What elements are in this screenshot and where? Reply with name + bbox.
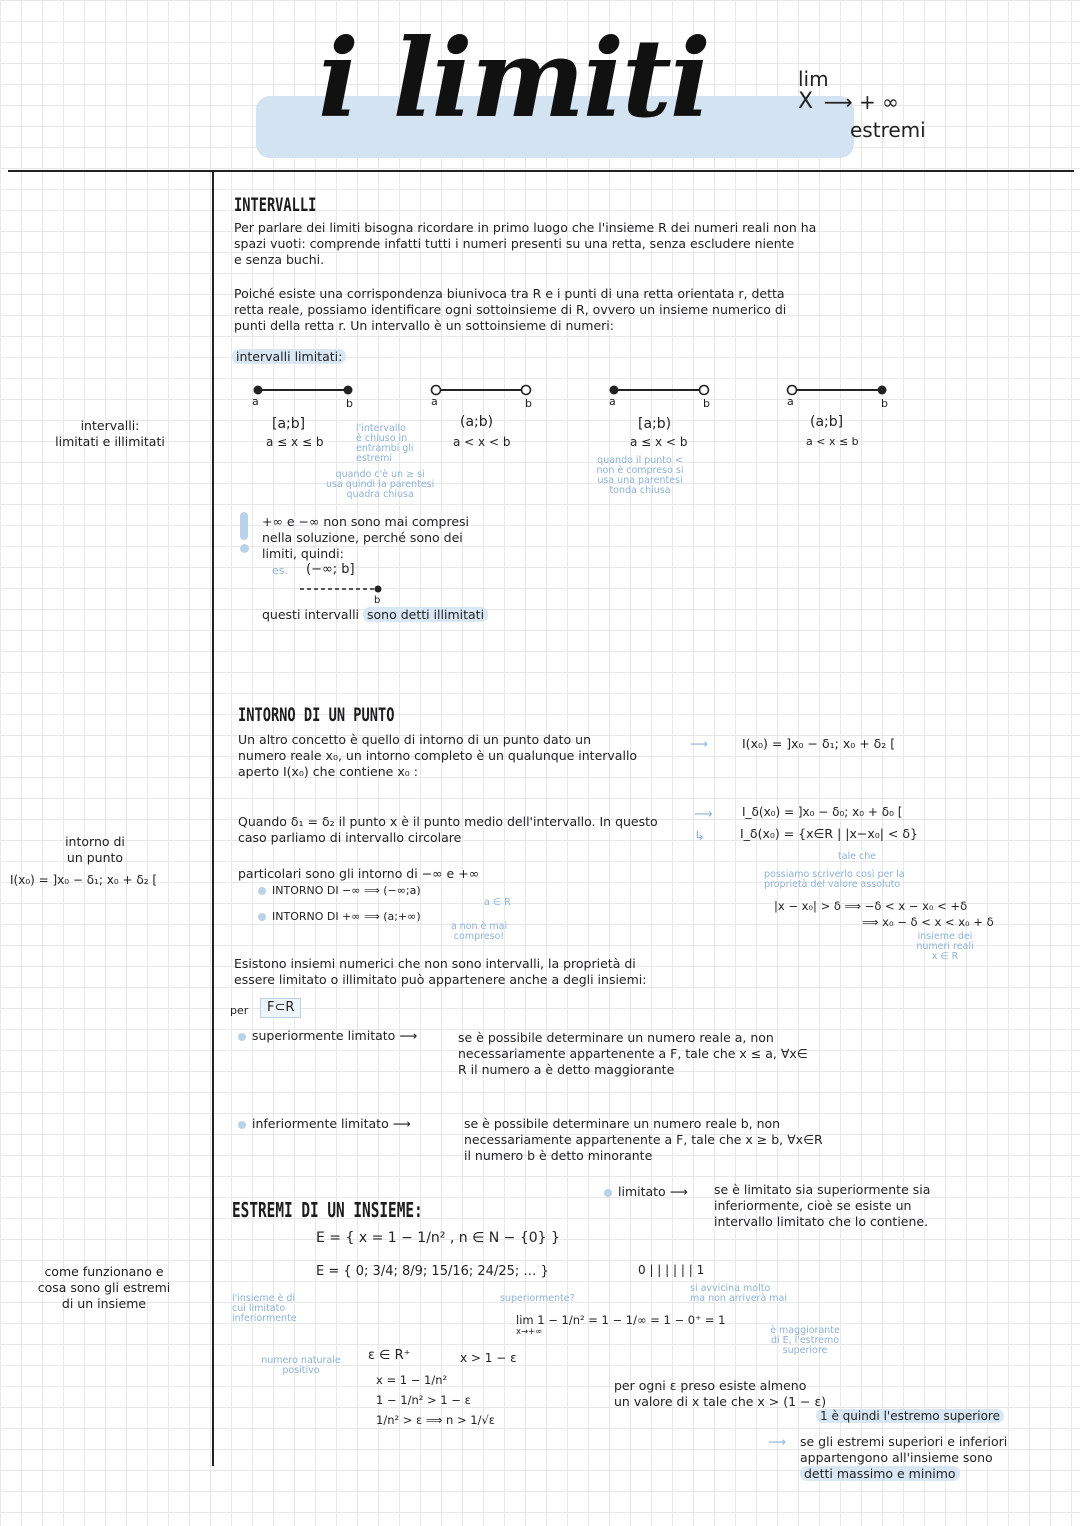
interval-notation: [a;b) xyxy=(638,416,672,432)
note-bracket: quando c'è un ≥ si usa quindi la parentesi quadra chiusa xyxy=(326,469,435,500)
bullet xyxy=(604,1189,612,1197)
note-tale: tale che xyxy=(838,851,877,862)
example-label: es. xyxy=(272,564,288,577)
open-endpoint xyxy=(522,386,531,395)
interval-open-open xyxy=(432,386,531,395)
closed-endpoint xyxy=(254,386,263,395)
intervalli-para2: Poiché esiste una corrispondenza biunivoca tra R e i punti di una retta orientata r, detta retta reale, possiamo identificare ogni sottoinsieme di R, ovvero un insieme numerico di punti della retta r. Un intervallo è un sottoinsieme di numeri: xyxy=(234,286,787,333)
inf-limited: inferiormente limitato ⟶ xyxy=(238,1116,411,1132)
note-open: quando il punto < non è compreso si usa una parentesi tonda chiusa xyxy=(596,455,684,496)
endpoint-b: b xyxy=(881,397,888,410)
interval-notation: [a;b] xyxy=(272,416,306,432)
limit-expression: lim 1 − 1/n² = 1 − 1/∞ = 1 − 0⁺ = 1 xyxy=(516,1313,726,1327)
endpoint-b: b xyxy=(525,397,532,410)
example-b: b xyxy=(374,595,381,606)
limit-subscript: x→+∞ xyxy=(516,1327,543,1337)
closed-endpoint xyxy=(344,386,353,395)
per-label: per xyxy=(230,1004,249,1017)
endpoint-b: b xyxy=(346,397,353,410)
intorno-formula3: I_δ(x₀) = {x∈R | |x−x₀| < δ} xyxy=(740,826,918,841)
corner-lim: lim xyxy=(798,67,829,91)
endpoint-b: b xyxy=(703,397,710,410)
exclamation-icon xyxy=(240,512,248,540)
bullet xyxy=(238,1121,246,1129)
sup-desc: se è possibile determinare un numero reale a, non necessariamente appartenente a F, tale che x ≤ a, ∀x∈ R il numero a è detto maggiorante xyxy=(458,1030,808,1077)
plus-note: a non è mai compreso! xyxy=(450,921,508,942)
endpoint-a: a xyxy=(609,395,616,408)
open-endpoint xyxy=(432,386,441,395)
corner-x: X xyxy=(798,89,814,114)
minus-note: a ∈ R xyxy=(484,897,511,908)
abs-line1: |x − x₀| > δ ⟹ −δ < x − x₀ < +δ xyxy=(774,899,968,913)
special-intro: particolari sono gli intorno di −∞ e +∞ xyxy=(238,866,480,881)
intervalli-tag: intervalli limitati: xyxy=(232,349,346,365)
exclamation-dot xyxy=(240,544,249,553)
arrow-right: ⟶ xyxy=(768,1434,786,1449)
note-closed: l'intervallo è chiuso in entrambi gli estremi xyxy=(356,423,414,464)
interval-closed-closed xyxy=(254,386,353,395)
interval-notation: (a;b] xyxy=(810,414,844,430)
bullet xyxy=(238,1033,246,1041)
interval-inequality: a < x < b xyxy=(453,435,511,449)
for-each: per ogni ε preso esiste almeno un valore di x tale che x > (1 − ε) xyxy=(614,1378,827,1409)
bullet xyxy=(258,887,266,895)
sup-result: 1 è quindi l'estremo superiore xyxy=(816,1408,1004,1424)
eps-note: numero naturale positivo xyxy=(261,1355,341,1376)
unbounded-note: questi intervalli sono detti illimitati xyxy=(262,607,488,623)
set-definition: E = { x = 1 − 1/n² , n ∈ N − {0} } xyxy=(316,1230,560,1246)
note-set: l'insieme è di cui limitato inferiormente xyxy=(232,1293,297,1324)
note-max: è maggiorante di E, l'estremo superiore xyxy=(770,1325,840,1356)
bullet xyxy=(258,913,266,921)
open-endpoint xyxy=(700,386,709,395)
sidebar-extremes: come funzionano e cosa sono gli estremi di un insieme xyxy=(37,1264,171,1311)
sup-tag: superiormente? xyxy=(500,1293,575,1304)
margin-rule xyxy=(212,172,214,1466)
closed-endpoint xyxy=(878,386,887,395)
interval-open-closed xyxy=(788,386,887,395)
endpoint-a: a xyxy=(252,395,259,408)
note-never: si avvicina molto ma non arriverà mai xyxy=(690,1283,788,1304)
closed-endpoint xyxy=(610,386,619,395)
plus-infinity: INTORNO DI +∞ ⟹ (a;+∞) xyxy=(258,910,421,923)
interval-closed-open xyxy=(610,386,709,395)
interval-inequality: a < x ≤ b xyxy=(806,435,859,448)
interval-notation: (a;b) xyxy=(460,414,494,430)
intervalli-para1: Per parlare dei limiti bisogna ricordare in primo luogo che l'insieme R dei numeri reali non ha spazi vuoti: comprende infatti tutti i numeri presenti su una retta, senza escludere niente e senza buchi. xyxy=(234,220,817,267)
endpoint-a: a xyxy=(431,395,438,408)
infinity-note: +∞ e −∞ non sono mai compresi nella soluzione, perché sono dei limiti, quindi: xyxy=(262,514,470,561)
limited-desc: se è limitato sia superiormente sia inferiormente, cioè se esiste un intervallo limitato che lo contiene. xyxy=(714,1182,931,1229)
sidebar-neighborhood: intorno di un punto xyxy=(65,834,125,865)
note-abs: possiamo scriverlo così per la proprietà del valore assoluto xyxy=(764,869,905,890)
section-heading-intervalli: INTERVALLI xyxy=(234,194,317,216)
eps-def: ε ∈ R⁺ xyxy=(368,1348,411,1363)
corner-extremes: estremi xyxy=(850,118,926,142)
intorno-formula1: I(x₀) = ]x₀ − δ₁; x₀ + δ₂ [ xyxy=(742,736,896,751)
arrow-right: ⟶ xyxy=(690,736,708,751)
header-rule xyxy=(8,170,1074,172)
limited: limitato ⟶ xyxy=(604,1184,688,1200)
abs-line2: ⟹ x₀ − δ < x < x₀ + δ xyxy=(862,915,994,929)
number-scale: 0 | | | | | | 1 xyxy=(638,1263,705,1277)
sidebar-neighborhood-formula: I(x₀) = ]x₀ − δ₁; x₀ + δ₂ [ xyxy=(10,873,158,887)
set-elements: E = { 0; 3/4; 8/9; 15/16; 24/25; … } xyxy=(316,1264,549,1279)
section-heading-intorno: INTORNO DI UN PUNTO xyxy=(238,704,395,726)
page-title: i limiti xyxy=(318,16,709,142)
endpoint-a: a xyxy=(787,395,794,408)
intorno-formula2: I_δ(x₀) = ]x₀ − δ₀; x₀ + δ₀ [ xyxy=(742,805,903,819)
sets-text: Esistono insiemi numerici che non sono intervalli, la proprietà di essere limitato o illimitato può appartenere anche a degli insiemi: xyxy=(234,956,647,987)
sidebar-intervals: intervalli: limitati e illimitati xyxy=(55,418,165,449)
abs-note: insieme dei numeri reali x ∈ R xyxy=(916,931,974,962)
max-min: se gli estremi superiori e inferiori appartengono all'insieme sono detti massimo e minimo xyxy=(800,1434,1008,1481)
open-endpoint xyxy=(788,386,797,395)
section-heading-estremi: ESTREMI DI UN INSIEME: xyxy=(232,1198,423,1222)
minus-infinity: INTORNO DI −∞ ⟹ (−∞;a) xyxy=(258,884,421,897)
example-interval: (−∞; b] xyxy=(306,562,355,577)
intorno-circular: Quando δ₁ = δ₂ il punto x è il punto medio dell'intervallo. In questo caso parliamo di intervallo circolare xyxy=(238,814,658,845)
ineq1: x > 1 − ε xyxy=(460,1351,517,1365)
corner-arrow: ⟶ + ∞ xyxy=(824,90,899,114)
steps: x = 1 − 1/n² 1 − 1/n² > 1 − ε 1/n² > ε ⟹ n > 1/√ε xyxy=(376,1373,496,1427)
interval-diagrams xyxy=(240,378,900,412)
set-box: F⊂R xyxy=(260,998,301,1018)
arrow-branch: ⟶ ↳ xyxy=(694,807,713,844)
interval-inequality: a ≤ x ≤ b xyxy=(266,435,324,449)
inf-desc: se è possibile determinare un numero reale b, non necessariamente appartenente a F, tale che x ≥ b, ∀x∈R il numero b è detto minorante xyxy=(464,1116,823,1163)
interval-inequality: a ≤ x < b xyxy=(630,435,688,449)
sup-limited: superiormente limitato ⟶ xyxy=(238,1028,417,1044)
intorno-para: Un altro concetto è quello di intorno di un punto dato un numero reale x₀, un intorno completo è un qualunque intervallo aperto I(x₀) che contiene x₀ : xyxy=(238,732,638,779)
